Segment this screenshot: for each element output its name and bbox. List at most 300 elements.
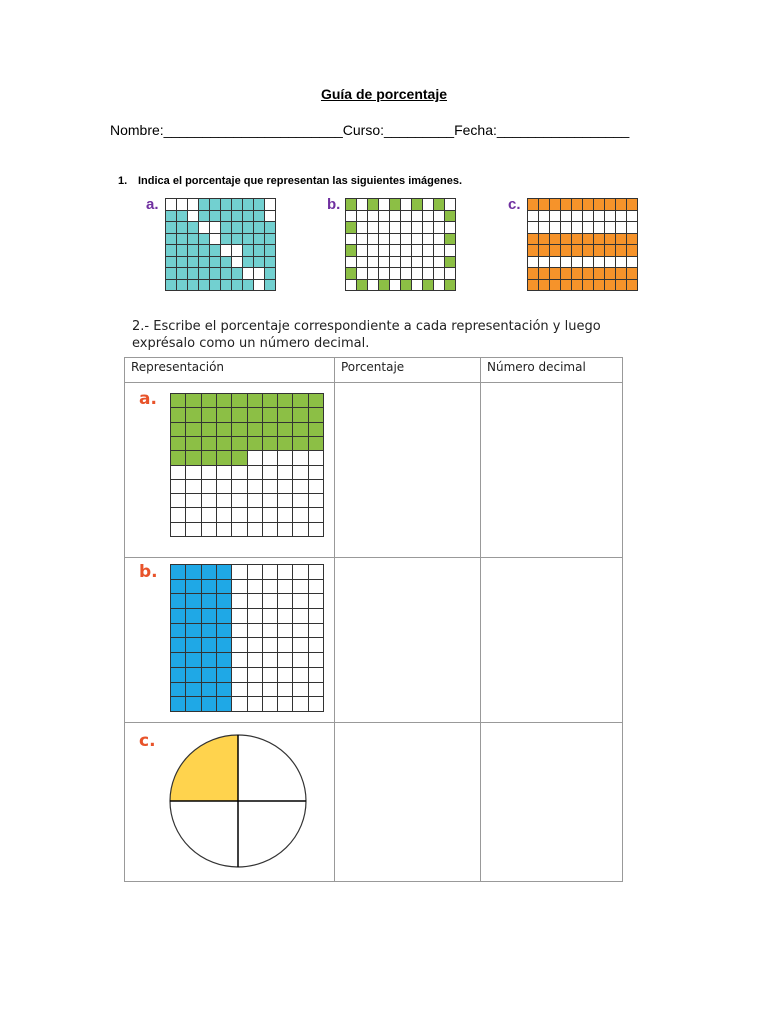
grid-cell bbox=[390, 245, 401, 257]
decimal-input-a[interactable] bbox=[481, 383, 623, 558]
grid-cell bbox=[434, 211, 445, 223]
grid-cell bbox=[423, 268, 434, 280]
grid-cell bbox=[423, 280, 434, 292]
decimal-input-c[interactable] bbox=[481, 723, 623, 882]
grid-cell bbox=[171, 580, 186, 595]
grid-cell bbox=[528, 245, 539, 257]
grid-cell bbox=[248, 653, 263, 668]
grid-cell bbox=[293, 580, 308, 595]
grid-cell bbox=[232, 653, 247, 668]
grid-cell bbox=[445, 257, 456, 269]
grid-cell bbox=[248, 609, 263, 624]
grid-cell bbox=[265, 268, 276, 280]
grid-cell bbox=[254, 199, 265, 211]
grid-cell bbox=[186, 609, 201, 624]
grid-cell bbox=[202, 394, 217, 408]
grid-cell bbox=[166, 257, 177, 269]
question-1-number: 1. bbox=[118, 175, 128, 187]
grid-cell bbox=[293, 594, 308, 609]
grid-cell bbox=[177, 280, 188, 292]
grid-cell bbox=[202, 565, 217, 580]
grid-cell bbox=[616, 257, 627, 269]
grid-cell bbox=[434, 280, 445, 292]
grid-cell bbox=[550, 245, 561, 257]
grid-cell bbox=[434, 199, 445, 211]
grid-cell bbox=[293, 523, 308, 537]
percent-input-a[interactable] bbox=[335, 383, 481, 558]
grid-cell bbox=[188, 199, 199, 211]
grid-cell bbox=[199, 199, 210, 211]
grid-cell bbox=[278, 609, 293, 624]
grid-cell bbox=[379, 234, 390, 246]
grid-cell bbox=[583, 280, 594, 292]
grid-cell bbox=[528, 199, 539, 211]
grid-cell bbox=[401, 280, 412, 292]
grid-cell bbox=[248, 466, 263, 480]
grid-cell bbox=[186, 565, 201, 580]
grid-cell bbox=[605, 199, 616, 211]
grid-cell bbox=[263, 466, 278, 480]
grid-cell bbox=[368, 257, 379, 269]
grid-cell bbox=[605, 234, 616, 246]
grid-cell bbox=[594, 257, 605, 269]
grid-cell bbox=[293, 394, 308, 408]
row-label-c: c. bbox=[139, 731, 156, 751]
grid-cell bbox=[401, 234, 412, 246]
grid-cell bbox=[248, 580, 263, 595]
grid-cell bbox=[605, 222, 616, 234]
row-label-a: a. bbox=[139, 389, 157, 409]
grid-cell bbox=[248, 565, 263, 580]
grid-cell bbox=[243, 268, 254, 280]
grid-cell bbox=[243, 199, 254, 211]
grid-cell bbox=[390, 199, 401, 211]
grid-cell bbox=[278, 653, 293, 668]
grid-cell bbox=[278, 466, 293, 480]
grid-cell bbox=[309, 494, 324, 508]
grid-cell bbox=[594, 234, 605, 246]
grid-cell bbox=[243, 280, 254, 292]
grid-cell bbox=[594, 222, 605, 234]
name-field[interactable]: Nombre:_______________________ bbox=[110, 122, 343, 138]
grid-cell bbox=[539, 257, 550, 269]
grid-cell bbox=[202, 480, 217, 494]
grid-cell bbox=[278, 508, 293, 522]
grid-cell bbox=[309, 394, 324, 408]
grid-cell bbox=[210, 257, 221, 269]
grid-cell bbox=[379, 257, 390, 269]
grid-cell bbox=[616, 280, 627, 292]
grid-cell bbox=[278, 683, 293, 698]
grid-cell bbox=[210, 211, 221, 223]
grid-cell bbox=[217, 668, 232, 683]
grid-cell bbox=[309, 451, 324, 465]
grid-cell bbox=[202, 594, 217, 609]
grid-cell bbox=[186, 394, 201, 408]
grid-cell bbox=[171, 451, 186, 465]
grid-cell bbox=[605, 268, 616, 280]
grid-cell bbox=[539, 245, 550, 257]
grid-cell bbox=[357, 268, 368, 280]
grid-cell bbox=[188, 280, 199, 292]
grid-cell bbox=[278, 624, 293, 639]
grid-cell bbox=[528, 234, 539, 246]
grid-cell bbox=[248, 423, 263, 437]
q2-circle-c bbox=[167, 733, 309, 869]
grid-cell bbox=[265, 211, 276, 223]
grid-cell bbox=[217, 408, 232, 422]
grid-cell bbox=[293, 683, 308, 698]
grid-cell bbox=[171, 494, 186, 508]
grid-cell bbox=[217, 609, 232, 624]
grid-cell bbox=[199, 211, 210, 223]
grid-cell bbox=[379, 222, 390, 234]
grid-cell bbox=[202, 437, 217, 451]
grid-cell bbox=[278, 451, 293, 465]
grid-cell bbox=[357, 257, 368, 269]
grid-cell bbox=[186, 451, 201, 465]
grid-cell bbox=[627, 257, 638, 269]
grid-cell bbox=[561, 234, 572, 246]
grid-cell bbox=[572, 280, 583, 292]
grid-cell bbox=[263, 523, 278, 537]
grid-cell bbox=[248, 408, 263, 422]
page-title: Guía de porcentaje bbox=[320, 86, 448, 102]
grid-cell bbox=[346, 257, 357, 269]
grid-cell bbox=[254, 268, 265, 280]
grid-cell bbox=[202, 423, 217, 437]
grid-cell bbox=[572, 222, 583, 234]
grid-cell bbox=[561, 222, 572, 234]
grid-cell bbox=[561, 211, 572, 223]
q2-grid-b bbox=[170, 564, 324, 712]
representation-cell-a bbox=[125, 383, 335, 558]
grid-cell bbox=[265, 199, 276, 211]
grid-cell bbox=[293, 494, 308, 508]
grid-cell bbox=[248, 523, 263, 537]
grid-cell bbox=[232, 245, 243, 257]
grid-cell bbox=[202, 508, 217, 522]
grid-cell bbox=[278, 523, 293, 537]
grid-cell bbox=[572, 268, 583, 280]
q1-label-a: a. bbox=[146, 196, 159, 213]
grid-cell bbox=[528, 211, 539, 223]
grid-cell bbox=[221, 211, 232, 223]
grid-cell bbox=[263, 494, 278, 508]
grid-cell bbox=[293, 480, 308, 494]
grid-cell bbox=[605, 257, 616, 269]
grid-cell bbox=[186, 624, 201, 639]
grid-cell bbox=[390, 268, 401, 280]
grid-cell bbox=[423, 211, 434, 223]
grid-cell bbox=[199, 268, 210, 280]
grid-cell bbox=[171, 683, 186, 698]
grid-cell bbox=[217, 508, 232, 522]
grid-cell bbox=[278, 668, 293, 683]
grid-cell bbox=[278, 437, 293, 451]
grid-cell bbox=[232, 565, 247, 580]
grid-cell bbox=[232, 451, 247, 465]
grid-cell bbox=[171, 466, 186, 480]
grid-cell bbox=[309, 523, 324, 537]
grid-cell bbox=[423, 234, 434, 246]
grid-cell bbox=[390, 211, 401, 223]
grid-cell bbox=[248, 508, 263, 522]
grid-cell bbox=[368, 211, 379, 223]
grid-cell bbox=[368, 199, 379, 211]
grid-cell bbox=[171, 480, 186, 494]
grid-cell bbox=[210, 234, 221, 246]
grid-cell bbox=[401, 268, 412, 280]
grid-cell bbox=[166, 199, 177, 211]
grid-cell bbox=[445, 268, 456, 280]
grid-cell bbox=[445, 211, 456, 223]
grid-cell bbox=[583, 268, 594, 280]
grid-cell bbox=[232, 199, 243, 211]
grid-cell bbox=[232, 234, 243, 246]
grid-cell bbox=[171, 624, 186, 639]
grid-cell bbox=[202, 494, 217, 508]
grid-cell bbox=[232, 257, 243, 269]
grid-cell bbox=[186, 480, 201, 494]
grid-cell bbox=[445, 234, 456, 246]
percent-input-c[interactable] bbox=[335, 723, 481, 882]
grid-cell bbox=[254, 234, 265, 246]
grid-cell bbox=[627, 222, 638, 234]
grid-cell bbox=[528, 222, 539, 234]
grid-cell bbox=[346, 234, 357, 246]
grid-cell bbox=[572, 257, 583, 269]
grid-cell bbox=[232, 268, 243, 280]
grid-cell bbox=[248, 437, 263, 451]
course-field[interactable]: Curso:_________ bbox=[342, 122, 455, 138]
grid-cell bbox=[188, 234, 199, 246]
grid-cell bbox=[616, 211, 627, 223]
grid-cell bbox=[561, 245, 572, 257]
grid-cell bbox=[412, 234, 423, 246]
grid-cell bbox=[368, 234, 379, 246]
grid-cell bbox=[379, 268, 390, 280]
grid-cell bbox=[263, 480, 278, 494]
grid-cell bbox=[293, 466, 308, 480]
question-1-text: Indica el porcentaje que representan las siguientes imágenes. bbox=[138, 175, 463, 187]
grid-cell bbox=[357, 222, 368, 234]
grid-cell bbox=[202, 624, 217, 639]
grid-cell bbox=[309, 466, 324, 480]
grid-cell bbox=[248, 451, 263, 465]
grid-cell bbox=[202, 580, 217, 595]
grid-cell bbox=[265, 245, 276, 257]
grid-cell bbox=[445, 222, 456, 234]
grid-cell bbox=[188, 257, 199, 269]
grid-cell bbox=[217, 594, 232, 609]
header-fields bbox=[110, 122, 629, 138]
grid-cell bbox=[627, 211, 638, 223]
date-field[interactable]: Fecha:_________________ bbox=[454, 122, 630, 138]
shaded-quarter bbox=[170, 735, 238, 801]
grid-cell bbox=[263, 408, 278, 422]
grid-cell bbox=[186, 523, 201, 537]
grid-cell bbox=[177, 245, 188, 257]
grid-cell bbox=[199, 257, 210, 269]
grid-cell bbox=[379, 245, 390, 257]
grid-cell bbox=[309, 697, 324, 712]
grid-cell bbox=[166, 268, 177, 280]
grid-cell bbox=[368, 245, 379, 257]
grid-cell bbox=[166, 280, 177, 292]
grid-cell bbox=[550, 222, 561, 234]
grid-cell bbox=[583, 222, 594, 234]
grid-cell bbox=[210, 199, 221, 211]
grid-cell bbox=[248, 683, 263, 698]
grid-cell bbox=[177, 257, 188, 269]
grid-cell bbox=[368, 222, 379, 234]
grid-cell bbox=[254, 280, 265, 292]
grid-cell bbox=[346, 222, 357, 234]
grid-cell bbox=[616, 234, 627, 246]
grid-cell bbox=[309, 668, 324, 683]
grid-cell bbox=[293, 423, 308, 437]
grid-cell bbox=[263, 638, 278, 653]
grid-cell bbox=[309, 653, 324, 668]
table-row bbox=[125, 723, 623, 882]
grid-cell bbox=[263, 683, 278, 698]
grid-cell bbox=[254, 211, 265, 223]
grid-cell bbox=[561, 257, 572, 269]
grid-cell bbox=[293, 653, 308, 668]
grid-cell bbox=[539, 222, 550, 234]
grid-cell bbox=[401, 211, 412, 223]
grid-cell bbox=[171, 609, 186, 624]
grid-cell bbox=[243, 245, 254, 257]
grid-cell bbox=[309, 480, 324, 494]
grid-cell bbox=[572, 245, 583, 257]
grid-cell bbox=[166, 245, 177, 257]
grid-cell bbox=[561, 199, 572, 211]
grid-cell bbox=[232, 394, 247, 408]
grid-cell bbox=[166, 234, 177, 246]
q1-grid-b bbox=[345, 198, 456, 291]
q2-grid-a bbox=[170, 393, 324, 537]
percent-input-b[interactable] bbox=[335, 558, 481, 723]
grid-cell bbox=[445, 280, 456, 292]
grid-cell bbox=[412, 280, 423, 292]
grid-cell bbox=[401, 222, 412, 234]
grid-cell bbox=[217, 638, 232, 653]
grid-cell bbox=[616, 222, 627, 234]
grid-cell bbox=[627, 245, 638, 257]
grid-cell bbox=[263, 565, 278, 580]
grid-cell bbox=[293, 408, 308, 422]
grid-cell bbox=[254, 257, 265, 269]
grid-cell bbox=[278, 480, 293, 494]
grid-cell bbox=[539, 268, 550, 280]
grid-cell bbox=[293, 624, 308, 639]
grid-cell bbox=[202, 638, 217, 653]
grid-cell bbox=[171, 668, 186, 683]
grid-cell bbox=[202, 697, 217, 712]
grid-cell bbox=[217, 437, 232, 451]
grid-cell bbox=[171, 594, 186, 609]
grid-cell bbox=[217, 580, 232, 595]
grid-cell bbox=[293, 668, 308, 683]
grid-cell bbox=[263, 609, 278, 624]
grid-cell bbox=[188, 222, 199, 234]
grid-cell bbox=[263, 580, 278, 595]
grid-cell bbox=[171, 523, 186, 537]
grid-cell bbox=[368, 268, 379, 280]
grid-cell bbox=[401, 257, 412, 269]
grid-cell bbox=[171, 437, 186, 451]
header-representacion: Representación bbox=[125, 358, 335, 383]
grid-cell bbox=[166, 222, 177, 234]
grid-cell bbox=[232, 508, 247, 522]
grid-cell bbox=[210, 280, 221, 292]
grid-cell bbox=[550, 211, 561, 223]
grid-cell bbox=[379, 199, 390, 211]
grid-cell bbox=[232, 624, 247, 639]
grid-cell bbox=[627, 268, 638, 280]
grid-cell bbox=[171, 508, 186, 522]
grid-cell bbox=[217, 480, 232, 494]
grid-cell bbox=[210, 268, 221, 280]
grid-cell bbox=[232, 697, 247, 712]
grid-cell bbox=[221, 245, 232, 257]
grid-cell bbox=[583, 199, 594, 211]
grid-cell bbox=[423, 199, 434, 211]
grid-cell bbox=[177, 199, 188, 211]
grid-cell bbox=[390, 280, 401, 292]
grid-cell bbox=[309, 580, 324, 595]
decimal-input-b[interactable] bbox=[481, 558, 623, 723]
grid-cell bbox=[232, 638, 247, 653]
grid-cell bbox=[263, 653, 278, 668]
q1-grid-c bbox=[527, 198, 638, 291]
grid-cell bbox=[309, 423, 324, 437]
grid-cell bbox=[243, 222, 254, 234]
grid-cell bbox=[346, 211, 357, 223]
grid-cell bbox=[550, 280, 561, 292]
grid-cell bbox=[539, 280, 550, 292]
grid-cell bbox=[278, 594, 293, 609]
grid-cell bbox=[188, 211, 199, 223]
grid-cell bbox=[232, 668, 247, 683]
grid-cell bbox=[199, 245, 210, 257]
grid-cell bbox=[309, 437, 324, 451]
table-row bbox=[125, 383, 623, 558]
grid-cell bbox=[616, 199, 627, 211]
grid-cell bbox=[199, 280, 210, 292]
grid-cell bbox=[217, 697, 232, 712]
grid-cell bbox=[278, 408, 293, 422]
grid-cell bbox=[232, 408, 247, 422]
grid-cell bbox=[217, 565, 232, 580]
grid-cell bbox=[199, 222, 210, 234]
grid-cell bbox=[248, 494, 263, 508]
grid-cell bbox=[210, 245, 221, 257]
grid-cell bbox=[210, 222, 221, 234]
grid-cell bbox=[401, 199, 412, 211]
grid-cell bbox=[232, 480, 247, 494]
grid-cell bbox=[412, 245, 423, 257]
grid-cell bbox=[232, 523, 247, 537]
grid-cell bbox=[186, 408, 201, 422]
grid-cell bbox=[186, 466, 201, 480]
grid-cell bbox=[217, 423, 232, 437]
grid-cell bbox=[309, 638, 324, 653]
grid-cell bbox=[445, 199, 456, 211]
grid-cell bbox=[293, 638, 308, 653]
